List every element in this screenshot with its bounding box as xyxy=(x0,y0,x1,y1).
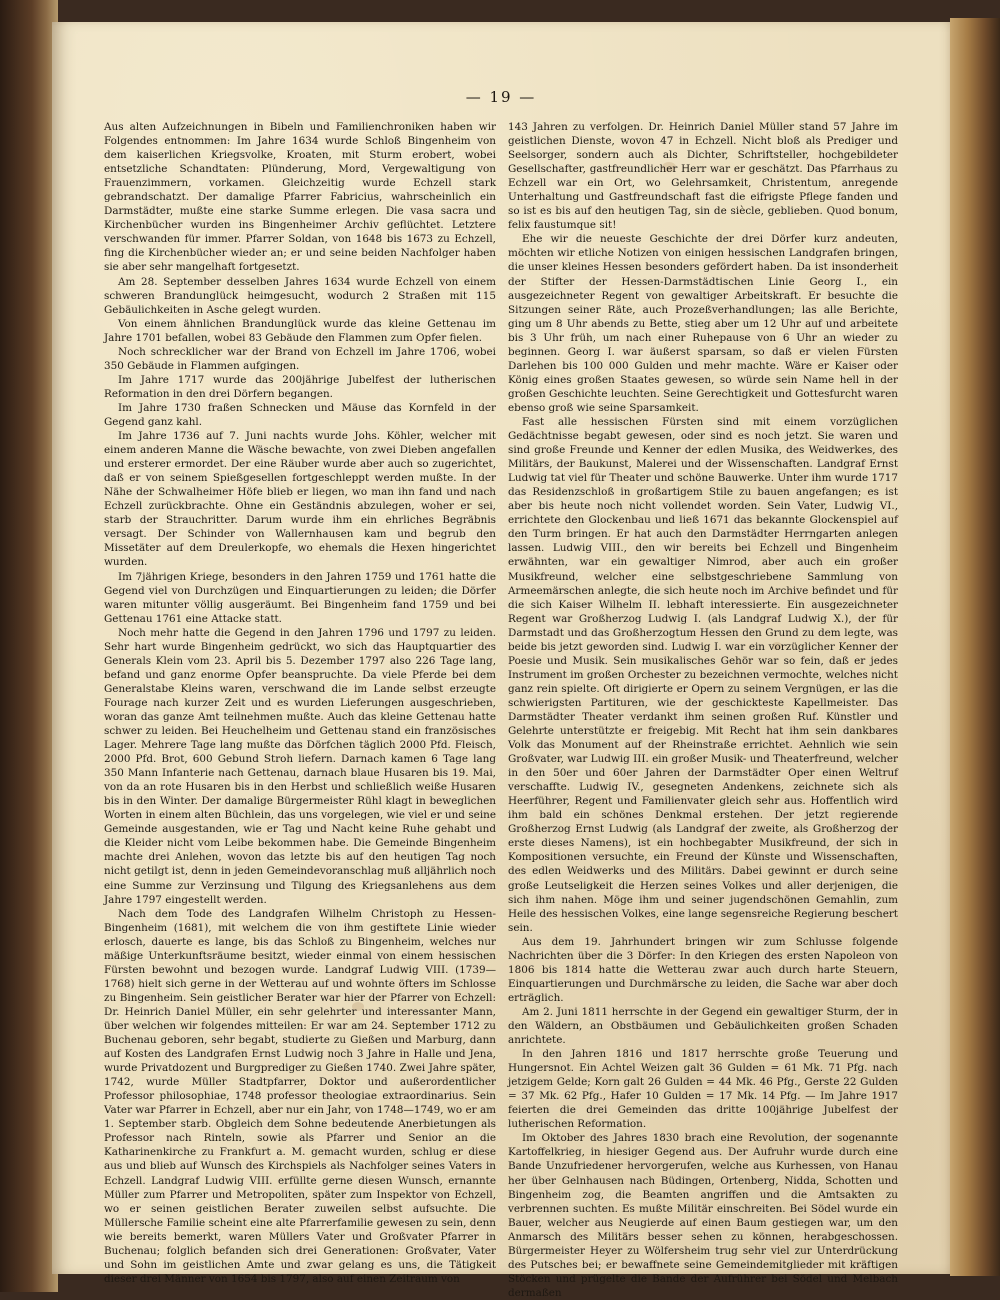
text-column-left xyxy=(104,120,496,1286)
paragraph: Am 2. Juni 1811 herrschte in der Gegend ein gewaltiger Sturm, der in den Wäldern, an Obstbäumen und Gebäulichkeiten großen Schaden anrichtete. xyxy=(508,1005,898,1047)
book-page xyxy=(52,22,950,1299)
paragraph: Noch mehr hatte die Gegend in den Jahren 1796 und 1797 zu leiden. Sehr hart wurde Bingenheim gedrückt, wo sich das Hauptquartier des Generals Klein vom 23. April bis 5. Dezember 1797 also 226 Tage lang, befand und ganz enorme Opfer beanspruchte. Da viele Pferde bei dem Generalstabe Kleins waren, verschwand die im Lande selbst erzeugte Fourage nach kurzer Zeit und es wurden Lieferungen ausgeschrieben, woran das ganze Amt teilnehmen mußte. Auch das kleine Gettenau hatte schwer zu leiden. Bei Heuchelheim und Gettenau stand ein französisches Lager. Mehrere Tage lang mußte das Dörfchen täglich 2000 Pfd. Fleisch, 2000 Pfd. Brot, 600 Gebund Stroh liefern. Darnach kamen 6 Tage lang 350 Mann Infanterie nach Gettenau, darnach blaue Husaren bis 19. Mai, von da an rote Husaren bis in den Herbst und schließlich weiße Husaren bis in den Winter. Der damalige Bürgermeister Rühl klagt in beweglichen Worten in einem alten Büchlein, das uns vorgelegen, wie viel er und seine Gemeinde ausgestanden, wie er Tag und Nacht keine Ruhe gehabt und die Kleider nicht vom Leibe bekommen habe. Die Gemeinde Bingenheim machte drei Anlehen, wovon das letzte bis auf den heutigen Tag noch nicht getilgt ist, denn in jeden Gemeindevoranschlag muß alljährlich noch eine Summe zur Verzinsung und Tilgung des Kriegsanlehens aus dem Jahre 1797 eingestellt werden. xyxy=(104,626,496,906)
paragraph: Aus dem 19. Jahrhundert bringen wir zum Schlusse folgende Nachrichten über die 3 Dörfer: In den Kriegen des ersten Napoleon von 1806 bis 1814 hatte die Wetterau zwar auch durch harte Steuern, Einquartierungen und Durchmärsche zu leiden, die Sache war aber doch erträglich. xyxy=(508,935,898,1004)
book-spine-left xyxy=(0,0,58,1292)
paragraph: Von einem ähnlichen Brandunglück wurde das kleine Gettenau im Jahre 1701 befallen, wobei 83 Gebäude den Flammen zum Opfer fielen. xyxy=(104,317,496,344)
book-edge-right xyxy=(950,18,1000,1276)
paragraph: Im Jahre 1717 wurde das 200jährige Jubelfest der lutherischen Reformation in den drei Dörfern begangen. xyxy=(104,373,496,400)
paragraph: Im Jahre 1730 fraßen Schnecken und Mäuse das Kornfeld in der Gegend ganz kahl. xyxy=(104,401,496,428)
page-number: — 19 — xyxy=(465,88,537,106)
paragraph: Nach dem Tode des Landgrafen Wilhelm Christoph zu Hessen-Bingenheim (1681), mit welchem die von ihm gestiftete Linie wieder erlosch, dauerte es lange, bis das Schloß zu Bingenheim, welches nur mäßige Unterkunftsräume besitzt, wieder einmal von einem hessischen Fürsten bewohnt und bezogen wurde. Landgraf Ludwig VIII. (1739—1768) hielt sich gerne in der Wetterau auf und wohnte öfters im Schlosse zu Bingenheim. Sein geistlicher Berater war hier der Pfarrer von Echzell: Dr. Heinrich Daniel Müller, ein sehr gelehrter und interessanter Mann, über welchen wir folgendes mitteilen: Er war am 24. September 1712 zu Buchenau geboren, sehr begabt, studierte zu Gießen und Marburg, dann auf Kosten des Landgrafen Ernst Ludwig noch 3 Jahre in Halle und Jena, wurde Privatdozent und Burgprediger zu Gießen 1740. Zwei Jahre später, 1742, wurde Müller Stadtpfarrer, Doktor und außerordentlicher Professor philosophiae, 1748 professor theologiae extraordinarius. Sein Vater war Pfarrer in Echzell, aber nur ein Jahr, von 1748—1749, wo er am 1. September starb. Obgleich dem Sohne bedeutende Anerbietungen als Professor nach Rinteln, sowie als Pfarrer und Senior an die Katharinenkirche zu Frankfurt a. M. gemacht wurden, schlug er diese aus und blieb auf Wunsch des Kirchspiels als Nachfolger seines Vaters in Echzell. Landgraf Ludwig VIII. erfüllte gerne diesen Wunsch, ernannte Müller zum Pfarrer und Metropoliten, später zum Inspektor von Echzell, wo er seinen geistlichen Berater zuweilen selbst aufsuchte. Die Müllersche Familie scheint eine alte Pfarrerfamilie gewesen zu sein, denn wie bereits bemerkt, waren Müllers Vater und Großvater Pfarrer in Buchenau; folglich befanden sich drei Generationen: Großvater, Vater und Sohn im geistlichen Amte und zwar gelang es uns, die Tätigkeit dieser drei Männer von 1654 bis 1797, also auf einen Zeitraum von xyxy=(104,907,496,1285)
column-gutter xyxy=(501,120,502,1270)
paragraph: Im Jahre 1736 auf 7. Juni nachts wurde Johs. Köhler, welcher mit einem anderen Manne die Wäsche bewachte, von zwei Dieben angefallen und ersterer ermordet. Der eine Räuber wurde aber auch so zugerichtet, daß er von seinem Spießgesellen fortgeschleppt werden mußte. In der Nähe der Schwalheimer Höfe blieb er liegen, wo man ihn fand und nach Echzell zurückbrachte. Ohne ein Geständnis abzulegen, woher er sei, starb der Strauchritter. Darum wurde ihm ein ehrliches Begräbnis versagt. Der Schinder von Wallernhausen kam und begrub den Missetäter auf dem Dreulerkopfe, wo ehemals die Hexen hingerichtet wurden. xyxy=(104,430,496,569)
paragraph: In den Jahren 1816 und 1817 herrschte große Teuerung und Hungersnot. Ein Achtel Weizen galt 36 Gulden = 61 Mk. 71 Pfg. nach jetzigem Gelde; Korn galt 26 Gulden = 44 Mk. 46 Pfg., Gerste 22 Gulden = 37 Mk. 62 Pfg., Hafer 10 Gulden = 17 Mk. 14 Pfg. — Im Jahre 1917 feierten die drei Gemeinden das dritte 100jährige Jubelfest der lutherischen Reformation. xyxy=(508,1048,898,1131)
paragraph: Im 7jährigen Kriege, besonders in den Jahren 1759 und 1761 hatte die Gegend viel von Durchzügen und Einquartierungen zu leiden; die Dörfer waren mitunter völlig ausgeräumt. Bei Bingenheim fand 1759 und bei Gettenau 1761 eine Attacke statt. xyxy=(104,570,496,625)
paragraph: 143 Jahren zu verfolgen. Dr. Heinrich Daniel Müller stand 57 Jahre im geistlichen Dienste, wovon 47 in Echzell. Nicht bloß als Prediger und Seelsorger, sondern auch als Dichter, Schriftsteller, hochgebildeter Gesellschafter, gastfreundlicher Herr war er geschätzt. Das Pfarrhaus zu Echzell war ein Ort, wo Gelehrsamkeit, Christentum, anregende Unterhaltung und Gastfreundschaft fast die eifrigste Pflege fanden und so ist es bis auf den heutigen Tag, sin de siècle, geblieben. Quod bonum, felix faustumque sit! xyxy=(508,121,898,232)
paragraph: Fast alle hessischen Fürsten sind mit einem vorzüglichen Gedächtnisse begabt gewesen, oder sind es noch jetzt. Sie waren und sind große Freunde und Kenner der edlen Musika, des Weidwerkes, des Militärs, der Baukunst, Malerei und der Wissenschaften. Landgraf Ernst Ludwig tat viel für Theater und schöne Bauwerke. Unter ihm wurde 1717 das Residenzschloß in großartigem Stile zu bauen angefangen; es ist aber bis heute noch nicht vollendet worden. Sein Vater, Ludwig VI., errichtete den Glockenbau und ließ 1671 das bekannte Glockenspiel auf den Turm bringen. Er hat auch den Darmstädter Herrngarten anlegen lassen. Ludwig VIII., den wir bereits bei Echzell und Bingenheim erwähnten, war ein gewaltiger Nimrod, aber auch ein großer Musikfreund, welcher eine selbstgeschriebene Sammlung von Armeemärschen anlegte, die sich heute noch im Archive befindet und für die sich Kaiser Wilhelm II. lebhaft interessierte. Ein ausgezeichneter Regent war Großherzog Ludwig I. (als Landgraf Ludwig X.), der für Darmstadt und das Großherzogtum Hessen den Grund zu dem legte, was beide bis jetzt geworden sind. Ludwig I. war ein vorzüglicher Kenner der Poesie und Musik. Sein musikalisches Gehör war so fein, daß er jedes Instrument im großen Orchester zu bezeichnen vermochte, welches nicht ganz rein spielte. Oft dirigierte er Opern zu seinem Vergnügen, er las die schwierigsten Partituren, wie der geschickteste Kapellmeister. Das Darmstädter Theater verdankt ihm seinen großen Ruf. Künstler und Gelehrte unterstützte er freigebig. Mit Recht hat ihm sein dankbares Volk das Monument auf der Rheinstraße errichtet. Aehnlich wie sein Großvater, war Ludwig III. ein großer Musik- und Theaterfreund, welcher in den 50er und 60er Jahren der Darmstädter Oper einen Weltruf verschaffte. Ludwig IV., gesegneten Andenkens, zeichnete sich als Heerführer, Regent und Familienvater gleich sehr aus. Hoffentlich wird ihm bald ein schönes Denkmal erstehen. Der jetzt regierende Großherzog Ernst Ludwig (als Landgraf der zweite, als Großherzog der erste dieses Namens), ist ein hochbegabter Musikfreund, der sich in Kompositionen versuchte, ein Freund der Künste und Wissenschaften, des edlen Weidwerks und des Militärs. Dabei gewinnt er durch seine große Leutseligkeit die Herzen seines Volkes und aller derjenigen, die sich ihm nahen. Möge ihm und seiner jugendschönen Gemahlin, zum Heile des hessischen Volkes, eine lange segensreiche Regierung beschert sein. xyxy=(508,415,898,934)
paragraph: Noch schrecklicher war der Brand von Echzell im Jahre 1706, wobei 350 Gebäude in Flammen aufgingen. xyxy=(104,345,496,372)
paragraph: Aus alten Aufzeichnungen in Bibeln und Familienchroniken haben wir Folgendes entnommen: Im Jahre 1634 wurde Schloß Bingenheim von dem kaiserlichen Kriegsvolke, Kroaten, mit Sturm erobert, wobei entsetzliche Schandtaten: Plünderung, Mord, Vergewaltigung von Frauenzimmern, vorkamen. Gleichzeitig wurde Echzell stark gebrandschatzt. Der damalige Pfarrer Fabricius, wahrscheinlich ein Darmstädter, mußte eine starke Summe erlegen. Die vasa sacra und Kirchenbücher wurden ins Bingenheimer Archiv geflüchtet. Letztere verschwanden für immer. Pfarrer Soldan, von 1648 bis 1673 zu Echzell, fing die Kirchenbücher wieder an; er und seine beiden Nachfolger haben sie aber sehr mangelhaft fortgesetzt. xyxy=(104,121,496,274)
paragraph: Ehe wir die neueste Geschichte der drei Dörfer kurz andeuten, möchten wir etliche Notizen von einigen hessischen Landgrafen bringen, die unser kleines Hessen besonders gefördert haben. Da ist insonderheit der Stifter der Hessen-Darmstädtischen Linie Georg I., ein ausgezeichneter Regent von gewaltiger Arbeitskraft. Er besuchte die Sitzungen seiner Räte, auch Prozeßverhandlungen; las alle Berichte, ging um 8 Uhr abends zu Bette, stieg aber um 12 Uhr auf und arbeitete bis 3 Uhr früh, um nach einer Ruhepause von 6 Uhr an wieder zu beginnen. Georg I. war äußerst sparsam, so daß er vielen Fürsten Darlehen bis 100 000 Gulden und mehr machte. Wäre er Kaiser oder König eines großen Staates gewesen, so würde sein Name hell in der großen Geschichte leuchten. Seine Gerechtigkeit und Gottesfurcht waren ebenso groß wie seine Sparsamkeit. xyxy=(508,233,898,414)
paragraph: Am 28. September desselben Jahres 1634 wurde Echzell von einem schweren Brandunglück heimgesucht, wodurch 2 Straßen mit 115 Gebäulichkeiten in Asche gelegt wurden. xyxy=(104,275,496,316)
text-column-right xyxy=(508,120,898,1300)
paragraph: Im Oktober des Jahres 1830 brach eine Revolution, der sogenannte Kartoffelkrieg, in hiesiger Gegend aus. Der Aufruhr wurde durch eine Bande Unzufriedener hervorgerufen, welche aus Kurhessen, von Hanau her über Gelnhausen nach Büdingen, Ortenberg, Nidda, Schotten und Bingenheim zog, die Beamten angriffen und die Amtsakten zu verbrennen suchten. Es mußte Militär einschreiten. Bei Södel wurde ein Bauer, welcher aus Neugierde auf einen Baum gestiegen war, um den Anmarsch des Militärs besser sehen zu können, herabgeschossen. Bürgermeister Heyer zu Wölfersheim trug sehr viel zur Unterdrückung des Putsches bei; er bewaffnete seine Gemeindemitglieder mit kräftigen Stöcken und prügelte die Bande der Aufrührer bei Södel und Melbach dermaßen xyxy=(508,1132,898,1299)
